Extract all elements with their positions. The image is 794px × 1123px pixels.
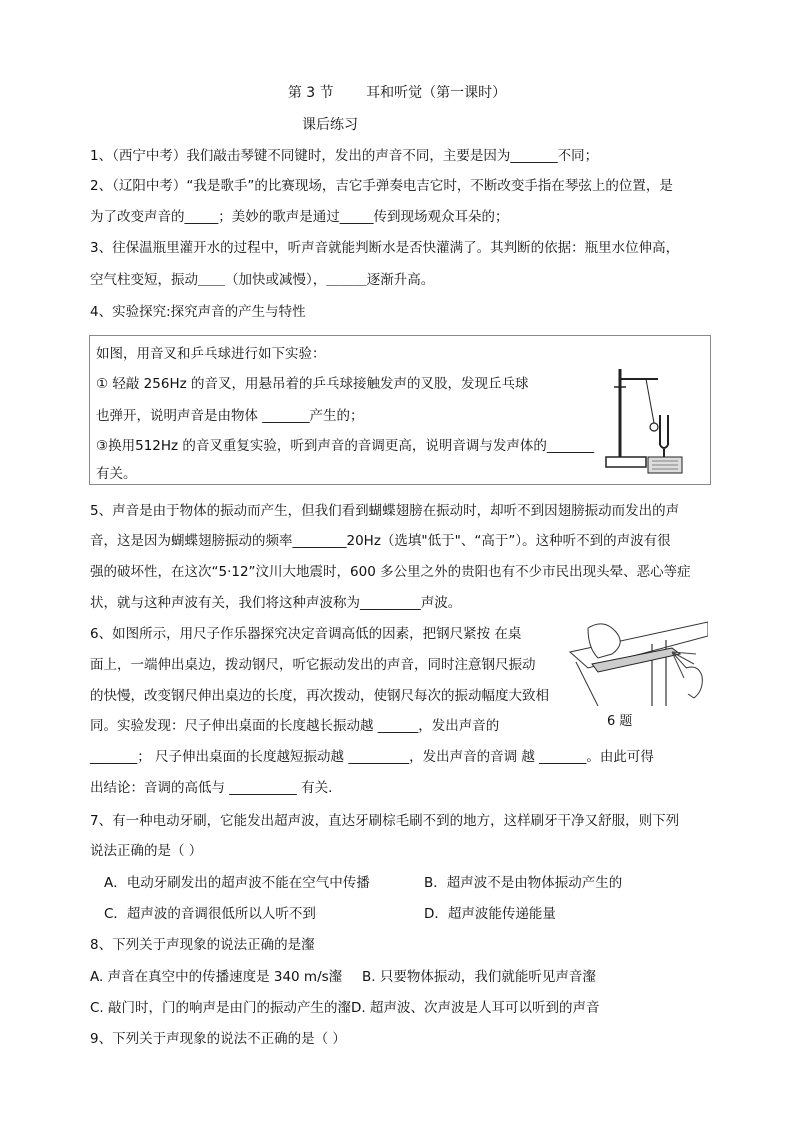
q7-option-a: A．电动牙刷发出的超声波不能在空气中传播 [104, 875, 370, 891]
q6-figure-caption: 6 题 [607, 714, 633, 729]
q3-line-2: 空气柱变短，振动＿＿（加快或减慢），＿＿＿逐渐升高。 [90, 272, 435, 288]
box-line-2: ① 轻敲 256Hz 的音叉，用悬吊着的乒乓球接触发声的叉股，发现丘乓球 [96, 376, 529, 392]
section-topic: 耳和听觉（第一课时） [366, 85, 507, 101]
q2-line-2: 为了改变声音的_____；美妙的歌声是通过_____传到现场观众耳朵的； [90, 209, 509, 225]
box-line-5: 有关。 [96, 466, 137, 482]
q8-option-b: B. 只要物体振动，我们就能听见声音瀣 [362, 969, 596, 985]
box-line-4: ③换用512Hz 的音叉重复实验，听到声音的音调更高，说明音调与发声体的_______ [96, 438, 595, 454]
q5-line-2: 音，这是因为蝴蝶翅膀振动的频率________20Hz（选填"低于"、“高于”）。这种听不到的声波有很 [90, 533, 671, 549]
q9-line: 9、下列关于声现象的说法不正确的是（ ） [90, 1031, 346, 1047]
q3-line-1: 3、往保温瓶里灌开水的过程中，听声音就能判断水是否快灌满了。其判断的依据：瓶里水位伸高， [90, 240, 680, 256]
q7-line-1: 7、有一种电动牙刷，它能发出超声波，直达牙刷棕毛刷不到的地方，这样刷牙干净又舒服，则下列 [90, 813, 680, 829]
q7-option-d: D．超声波能传递能量 [424, 906, 556, 922]
box-line-1: 如图，用音叉和乒乓球进行如下实验： [96, 346, 326, 362]
page-subtitle: 课后练习 [302, 117, 358, 133]
page-title [0, 82, 794, 102]
q4-line: 4、实验探究:探究声音的产生与特性 [90, 304, 306, 320]
q8-options-cd: C. 敲门时，门的响声是由门的振动产生的瀣D. 超声波、次声波是人耳可以听到的声音 [90, 1000, 600, 1016]
tuning-fork-figure [600, 365, 692, 477]
q5-line-4: 状，就与这种声波有关，我们将这种声波称为_________声波。 [90, 595, 462, 611]
q6-line-1: 6、如图所示，用尺子作乐器探究决定音调高低的因素，把钢尺紧按 在桌 [90, 626, 522, 642]
q8-option-a: A. 声音在真空中的传播速度是 340 m/s瀣 [90, 969, 343, 985]
box-line-3: 也弹开，说明声音是由物体 _______产生的； [96, 408, 364, 424]
q5-line-1: 5、声音是由于物体的振动而产生，但我们看到蝴蝶翅膀在振动时，却听不到因翅膀振动而发出的声 [90, 503, 680, 519]
q6-line-3: 的快慢，改变钢尺伸出桌边的长度，再次拨动，使钢尺每次的振动幅度大致相 [90, 688, 549, 704]
q5-line-3: 强的破坏性，在这次“5·12”汶川大地震时，600 多公里之外的贵阳也有不少市民出现头晕、恶心等症 [90, 564, 691, 580]
q6-line-6: 出结论：音调的高低与 __________ 有关. [90, 780, 333, 796]
ruler-on-table-figure [568, 618, 708, 706]
q1-line: 1、（西宁中考）我们敲击琴键不同键时，发出的声音不同，主要是因为_______不同； [90, 148, 599, 164]
q8-line: 8、下列关于声现象的说法正确的是瀣 [90, 937, 315, 953]
q6-line-2: 面上，一端伸出桌边，拨动钢尺，听它振动发出的声音，同时注意钢尺振动 [90, 657, 536, 673]
q7-line-2: 说法正确的是（ ） [90, 843, 203, 859]
q7-option-c: C．超声波的音调很低所以人听不到 [104, 906, 316, 922]
q2-line-1: 2、（辽阳中考）“我是歌手”的比赛现场，吉它手弹奏电吉它时，不断改变手指在琴弦上的位置，是 [90, 178, 673, 194]
q7-option-b: B．超声波不是由物体振动产生的 [424, 875, 623, 891]
section-number: 第 3 节 [287, 85, 334, 101]
q6-line-4: 同。实验发现：尺子伸出桌面的长度越长振动越 ______，发出声音的 [90, 718, 500, 734]
q6-line-5: _______； 尺子伸出桌面的长度越短振动越 _________，发出声音的音调 越 _______。由此可得 [90, 749, 654, 765]
